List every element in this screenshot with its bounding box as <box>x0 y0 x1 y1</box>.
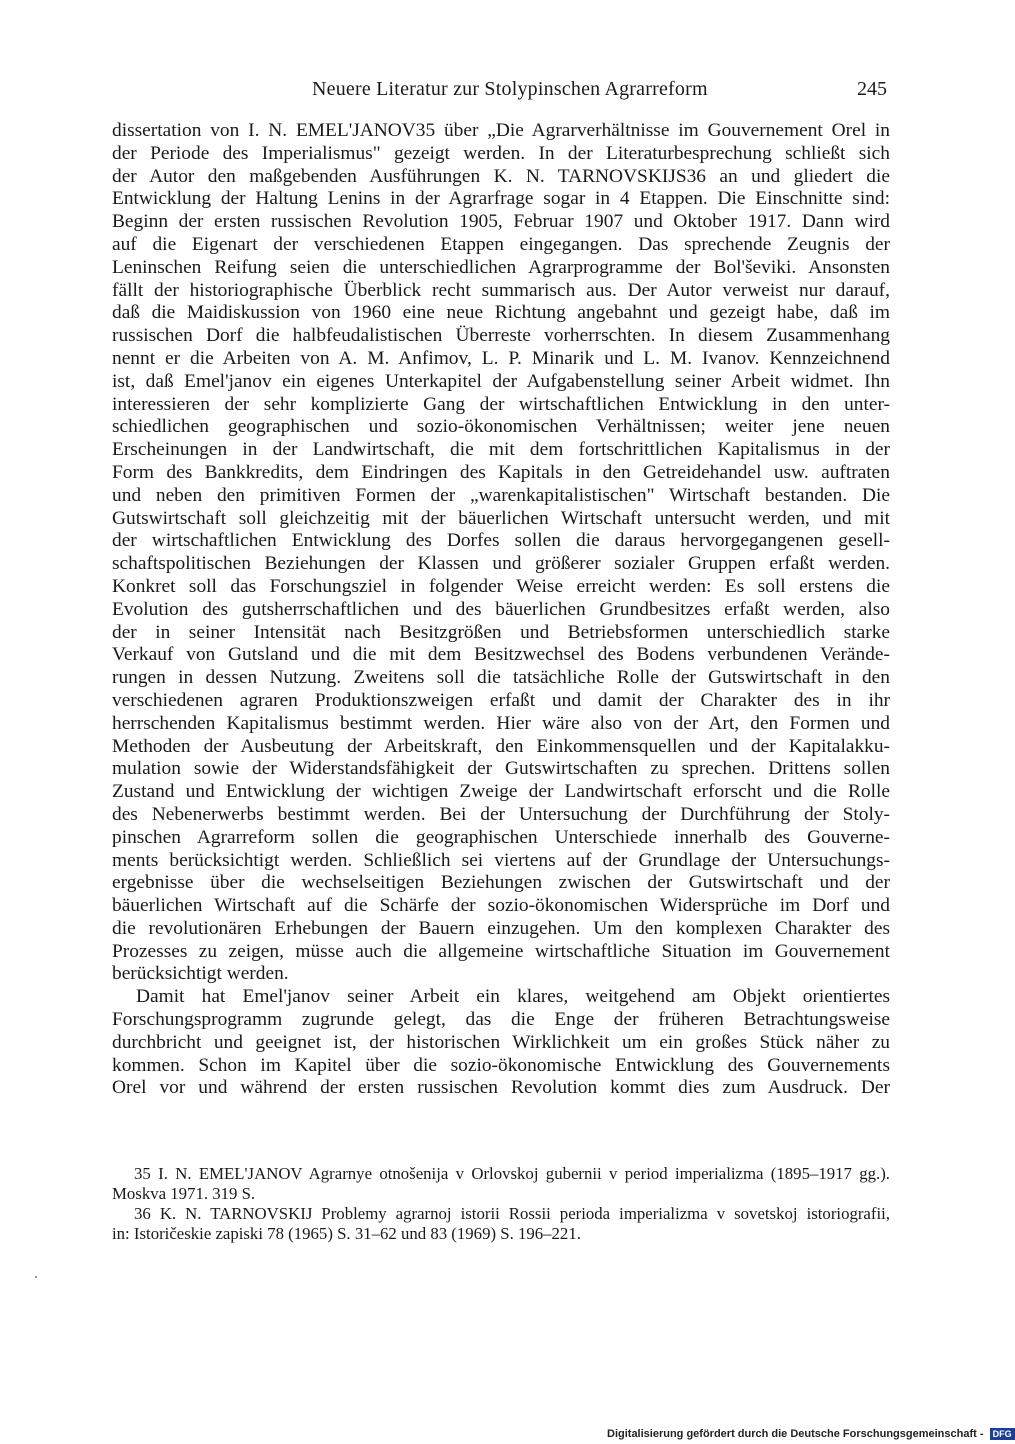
text-line: nennt er die Arbeiten von A. M. Anfimov, L. P. Minarik und L. M. Ivanov. Kennzeichnend <box>112 347 890 369</box>
text-line: der wirtschaftlichen Entwicklung des Dorfes sollen die daraus hervorgegangenen gesell- <box>112 530 890 552</box>
text-line: Evolution des gutsherrschaftlichen und des bäuerlichen Grundbesitzes erfaßt werden, also <box>112 598 890 620</box>
text-line: ist, daß Emel'janov ein eigenes Unterkapitel der Aufgabenstellung seiner Arbeit widmet. Ihn <box>112 370 890 392</box>
text-line: die revolutionären Erhebungen der Bauern einzugehen. Um den komplexen Charakter des <box>112 917 890 939</box>
text-line: ergebnisse über die wechselseitigen Beziehungen zwischen der Gutswirtschaft und der <box>112 872 890 894</box>
footnote-line: in: Istoričeskie zapiski 78 (1965) S. 31–62 und 83 (1969) S. 196–221. <box>112 1224 581 1243</box>
text-line: Orel vor und während der ersten russischen Revolution kommt dies zum Ausdruck. Der <box>112 1077 890 1099</box>
text-line: rungen in dessen Nutzung. Zweitens soll die tatsächliche Rolle der Gutswirtschaft in den <box>112 667 890 689</box>
text-line: schiedlichen geographischen und sozio-ökonomischen Verhältnissen; weiter jene neuen <box>112 416 890 438</box>
running-title: Neuere Literatur zur Stolypinschen Agrarreform <box>312 78 708 100</box>
scan-artifact <box>35 1276 37 1278</box>
text-line: Form des Bankkredits, dem Eindringen des Kapitals in den Getreidehandel usw. auftraten <box>112 461 890 483</box>
text-line: pinschen Agrarreform sollen die geographischen Unterschiede innerhalb des Gouverne- <box>112 826 890 848</box>
text-line: Leninschen Reifung seien die unterschiedlichen Agrarprogramme der Bol'ševiki. Ansonsten <box>112 256 890 278</box>
text-line: mulation sowie der Widerstandsfähigkeit der Gutswirtschaften zu sprechen. Drittens sollen <box>112 758 890 780</box>
text-line: der Periode des Imperialismus" gezeigt werden. In der Literaturbesprechung schließt sich <box>112 142 890 164</box>
text-line: dissertation von I. N. EMEL'JANOV35 über „Die Agrarverhältnisse im Gouvernement Orel in <box>112 120 890 141</box>
text-line: Entwicklung der Haltung Lenins in der Agrarfrage sogar in 4 Etappen. Die Einschnitte sind: <box>112 188 890 210</box>
text-line: kommen. Schon im Kapitel über die sozio-ökonomische Entwicklung des Gouvernements <box>112 1054 890 1076</box>
text-line: Zustand und Entwicklung der wichtigen Zweige der Landwirtschaft erforscht und die Rolle <box>112 781 890 803</box>
text-line: und neben den primitiven Formen der „warenkapitalistischen" Wirtschaft bestanden. Die <box>112 484 890 506</box>
text-line: Erscheinungen in der Landwirtschaft, die mit dem fortschrittlichen Kapitalismus in der <box>112 439 890 461</box>
text-line: des Nebenerwerbs bestimmt werden. Bei der Untersuchung der Durchführung der Stoly- <box>112 803 890 825</box>
text-line: russischen Dorf die halbfeudalistischen Überreste vorherrschten. In diesem Zusammenhang <box>112 325 890 347</box>
text-line: daß die Maidiskussion von 1960 eine neue Richtung angebahnt und gezeigt habe, daß im <box>112 302 890 324</box>
body-text <box>112 120 890 1100</box>
text-line: durchbricht und geeignet ist, der historischen Wirklichkeit um ein großes Stück näher zu <box>112 1031 890 1053</box>
credit-text: Digitalisierung gefördert durch die Deutsche Forschungsgemeinschaft <box>607 1428 977 1440</box>
text-line: Forschungsprogramm zugrunde gelegt, das die Enge der früheren Betrachtungsweise <box>112 1009 890 1031</box>
footnote-line: 36 K. N. TARNOVSKIJ Problemy agrarnoj istorii Rossii perioda imperializma v sovetskoj istoriografii, <box>134 1204 890 1223</box>
footnote-line: Moskva 1971. 319 S. <box>112 1184 256 1203</box>
text-line: verschiedenen agraren Produktionszweigen erfaßt und damit der Charakter des in ihr <box>112 689 890 711</box>
text-line: der Autor den maßgebenden Ausführungen K. N. TARNOVSKIJS36 an und gliedert die <box>112 165 890 187</box>
dfg-logo-icon: DFG <box>990 1428 1015 1440</box>
text-line: Prozesses zu zeigen, müsse auch die allgemeine wirtschaftliche Situation im Gouvernement <box>112 940 890 962</box>
text-line: fällt der historiographische Überblick recht summarisch aus. Der Autor verweist nur darauf, <box>112 279 890 301</box>
text-line: interessieren der sehr komplizierte Gang der wirtschaftlichen Entwicklung in den unter- <box>112 393 890 415</box>
text-line: ments berücksichtigt werden. Schließlich sei viertens auf der Grundlage der Untersuchungs- <box>112 849 890 871</box>
text-line: auf die Eigenart der verschiedenen Etappen eingegangen. Das sprechende Zeugnis der <box>112 233 890 255</box>
digitization-credit: Digitalisierung gefördert durch die Deutsche Forschungsgemeinschaft - DFG <box>607 1428 1015 1440</box>
text-line: Verkauf von Gutsland und die mit dem Besitzwechsel des Bodens verbundenen Verände- <box>112 644 890 666</box>
footnote-line: 35 I. N. EMEL'JANOV Agrarnye otnošenija v Orlovskoj gubernii v period imperializma (1895–1917 gg.). <box>134 1164 890 1183</box>
text-line: der in seiner Intensität nach Besitzgrößen und Betriebsformen unterschiedlich starke <box>112 621 890 643</box>
page-number: 245 <box>857 78 887 100</box>
text-line: Methoden der Ausbeutung der Arbeitskraft, den Einkommensquellen und der Kapitalakku- <box>112 735 890 757</box>
text-line: schaftspolitischen Beziehungen der Klassen und größerer sozialer Gruppen erfaßt werden. <box>112 553 890 575</box>
text-line: berücksichtigt werden. <box>112 963 289 985</box>
text-line: Damit hat Emel'janov seiner Arbeit ein klares, weitgehend am Objekt orientiertes <box>136 986 890 1008</box>
text-line: Beginn der ersten russischen Revolution 1905, Februar 1907 und Oktober 1917. Dann wird <box>112 211 890 233</box>
footnotes <box>112 1164 890 1244</box>
text-line: Gutswirtschaft soll gleichzeitig mit der bäuerlichen Wirtschaft untersucht werden, und mit <box>112 507 890 529</box>
text-line: herrschenden Kapitalismus bestimmt werden. Hier wäre also von der Art, den Formen und <box>112 712 890 734</box>
text-line: Konkret soll das Forschungsziel in folgender Weise erreicht werden: Es soll erstens die <box>112 575 890 597</box>
text-line: bäuerlichen Wirtschaft auf die Schärfe der sozio-ökonomischen Widersprüche im Dorf und <box>112 895 890 917</box>
